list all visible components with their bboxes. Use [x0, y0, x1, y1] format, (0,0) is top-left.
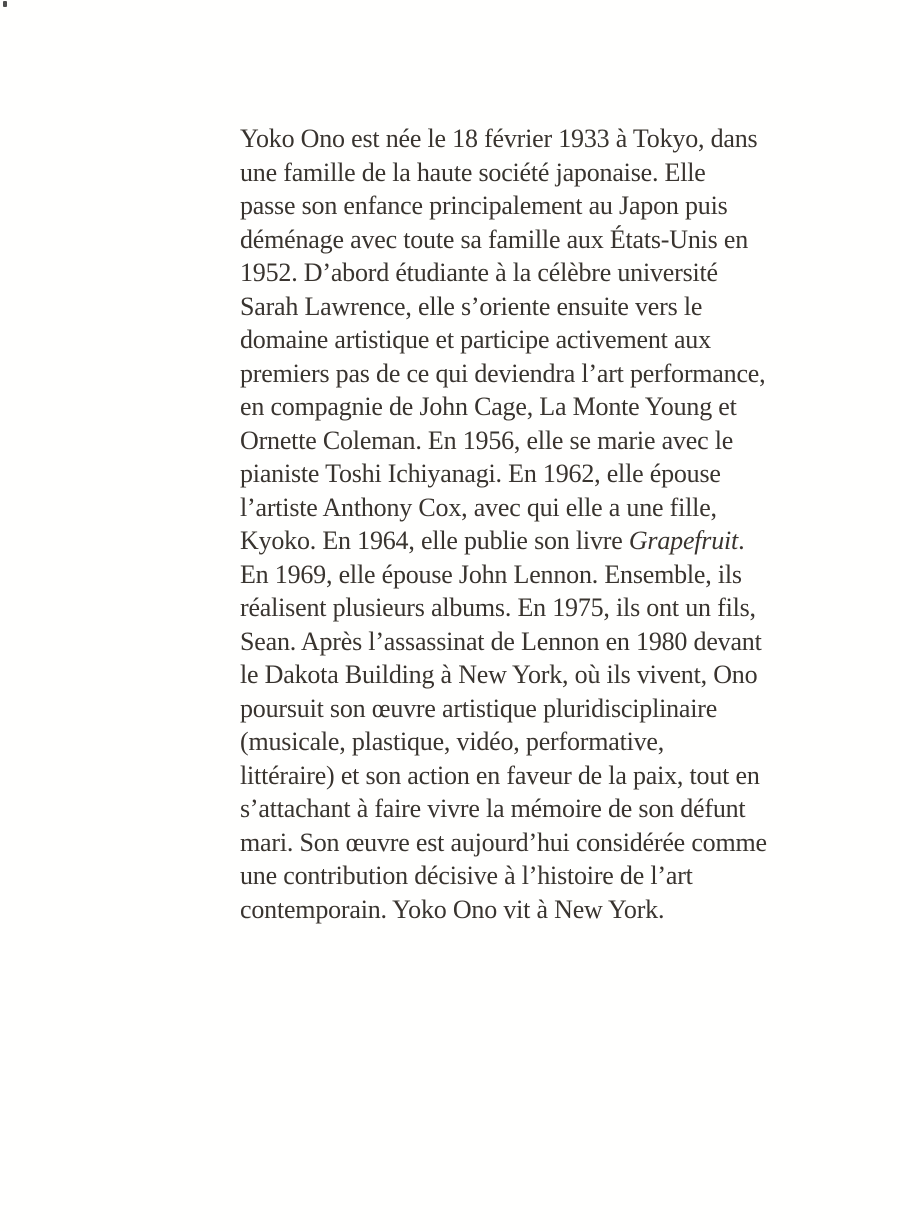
- text-line: premiers pas de ce qui deviendra l’art performance,: [240, 358, 766, 388]
- text-line: (musicale, plastique, vidéo, performative,: [240, 727, 665, 756]
- text-line: mari. Son œuvre est aujourd’hui considérée comme: [240, 827, 767, 857]
- text-line: Sean. Après l’assassinat de Lennon en 1980 devant: [240, 626, 762, 656]
- text-line: poursuit son œuvre artistique pluridisciplinaire: [240, 693, 718, 723]
- text-line: littéraire) et son action en faveur de la paix, tout en: [240, 760, 760, 790]
- scan-speck: [3, 1, 7, 7]
- text-line: une contribution décisive à l’histoire de l’art: [240, 861, 693, 890]
- text-line: Yoko Ono est née le 18 février 1933 à Tokyo, dans: [240, 124, 758, 153]
- text-line: En 1969, elle épouse John Lennon. Ensemble, ils: [240, 559, 742, 589]
- text-line: Sarah Lawrence, elle s’oriente ensuite vers le: [240, 291, 703, 321]
- text-line: passe son enfance principalement au Japon puis: [240, 191, 728, 220]
- text-line: l’artiste Anthony Cox, avec qui elle a une fille,: [240, 492, 717, 522]
- text-line: pianiste Toshi Ichiyanagi. En 1962, elle épouse: [240, 459, 721, 488]
- text-line: réalisent plusieurs albums. En 1975, ils ont un fils,: [240, 593, 756, 622]
- text-line: en compagnie de John Cage, La Monte Young et: [240, 392, 737, 421]
- text-line: Ornette Coleman. En 1956, elle se marie avec le: [240, 425, 734, 455]
- text-line: déménage avec toute sa famille aux États-Unis en: [240, 224, 749, 254]
- text-line: contemporain. Yoko Ono vit à New York.: [240, 894, 665, 924]
- text-line: s’attachant à faire vivre la mémoire de son défunt: [240, 794, 746, 823]
- biography-text-block: [240, 122, 860, 926]
- text-segment: Kyoko. En 1964, elle publie son livre: [240, 526, 629, 555]
- text-line: 1952. D’abord étudiante à la célèbre université: [240, 258, 718, 287]
- book-title-grapefruit: Grapefruit: [628, 526, 739, 555]
- text-line-with-italic: [240, 524, 860, 558]
- text-line: le Dakota Building à New York, où ils vivent, Ono: [240, 660, 758, 689]
- text-line: une famille de la haute société japonaise. Elle: [240, 157, 706, 187]
- text-line: domaine artistique et participe activement aux: [240, 325, 711, 354]
- text-segment: .: [738, 526, 745, 555]
